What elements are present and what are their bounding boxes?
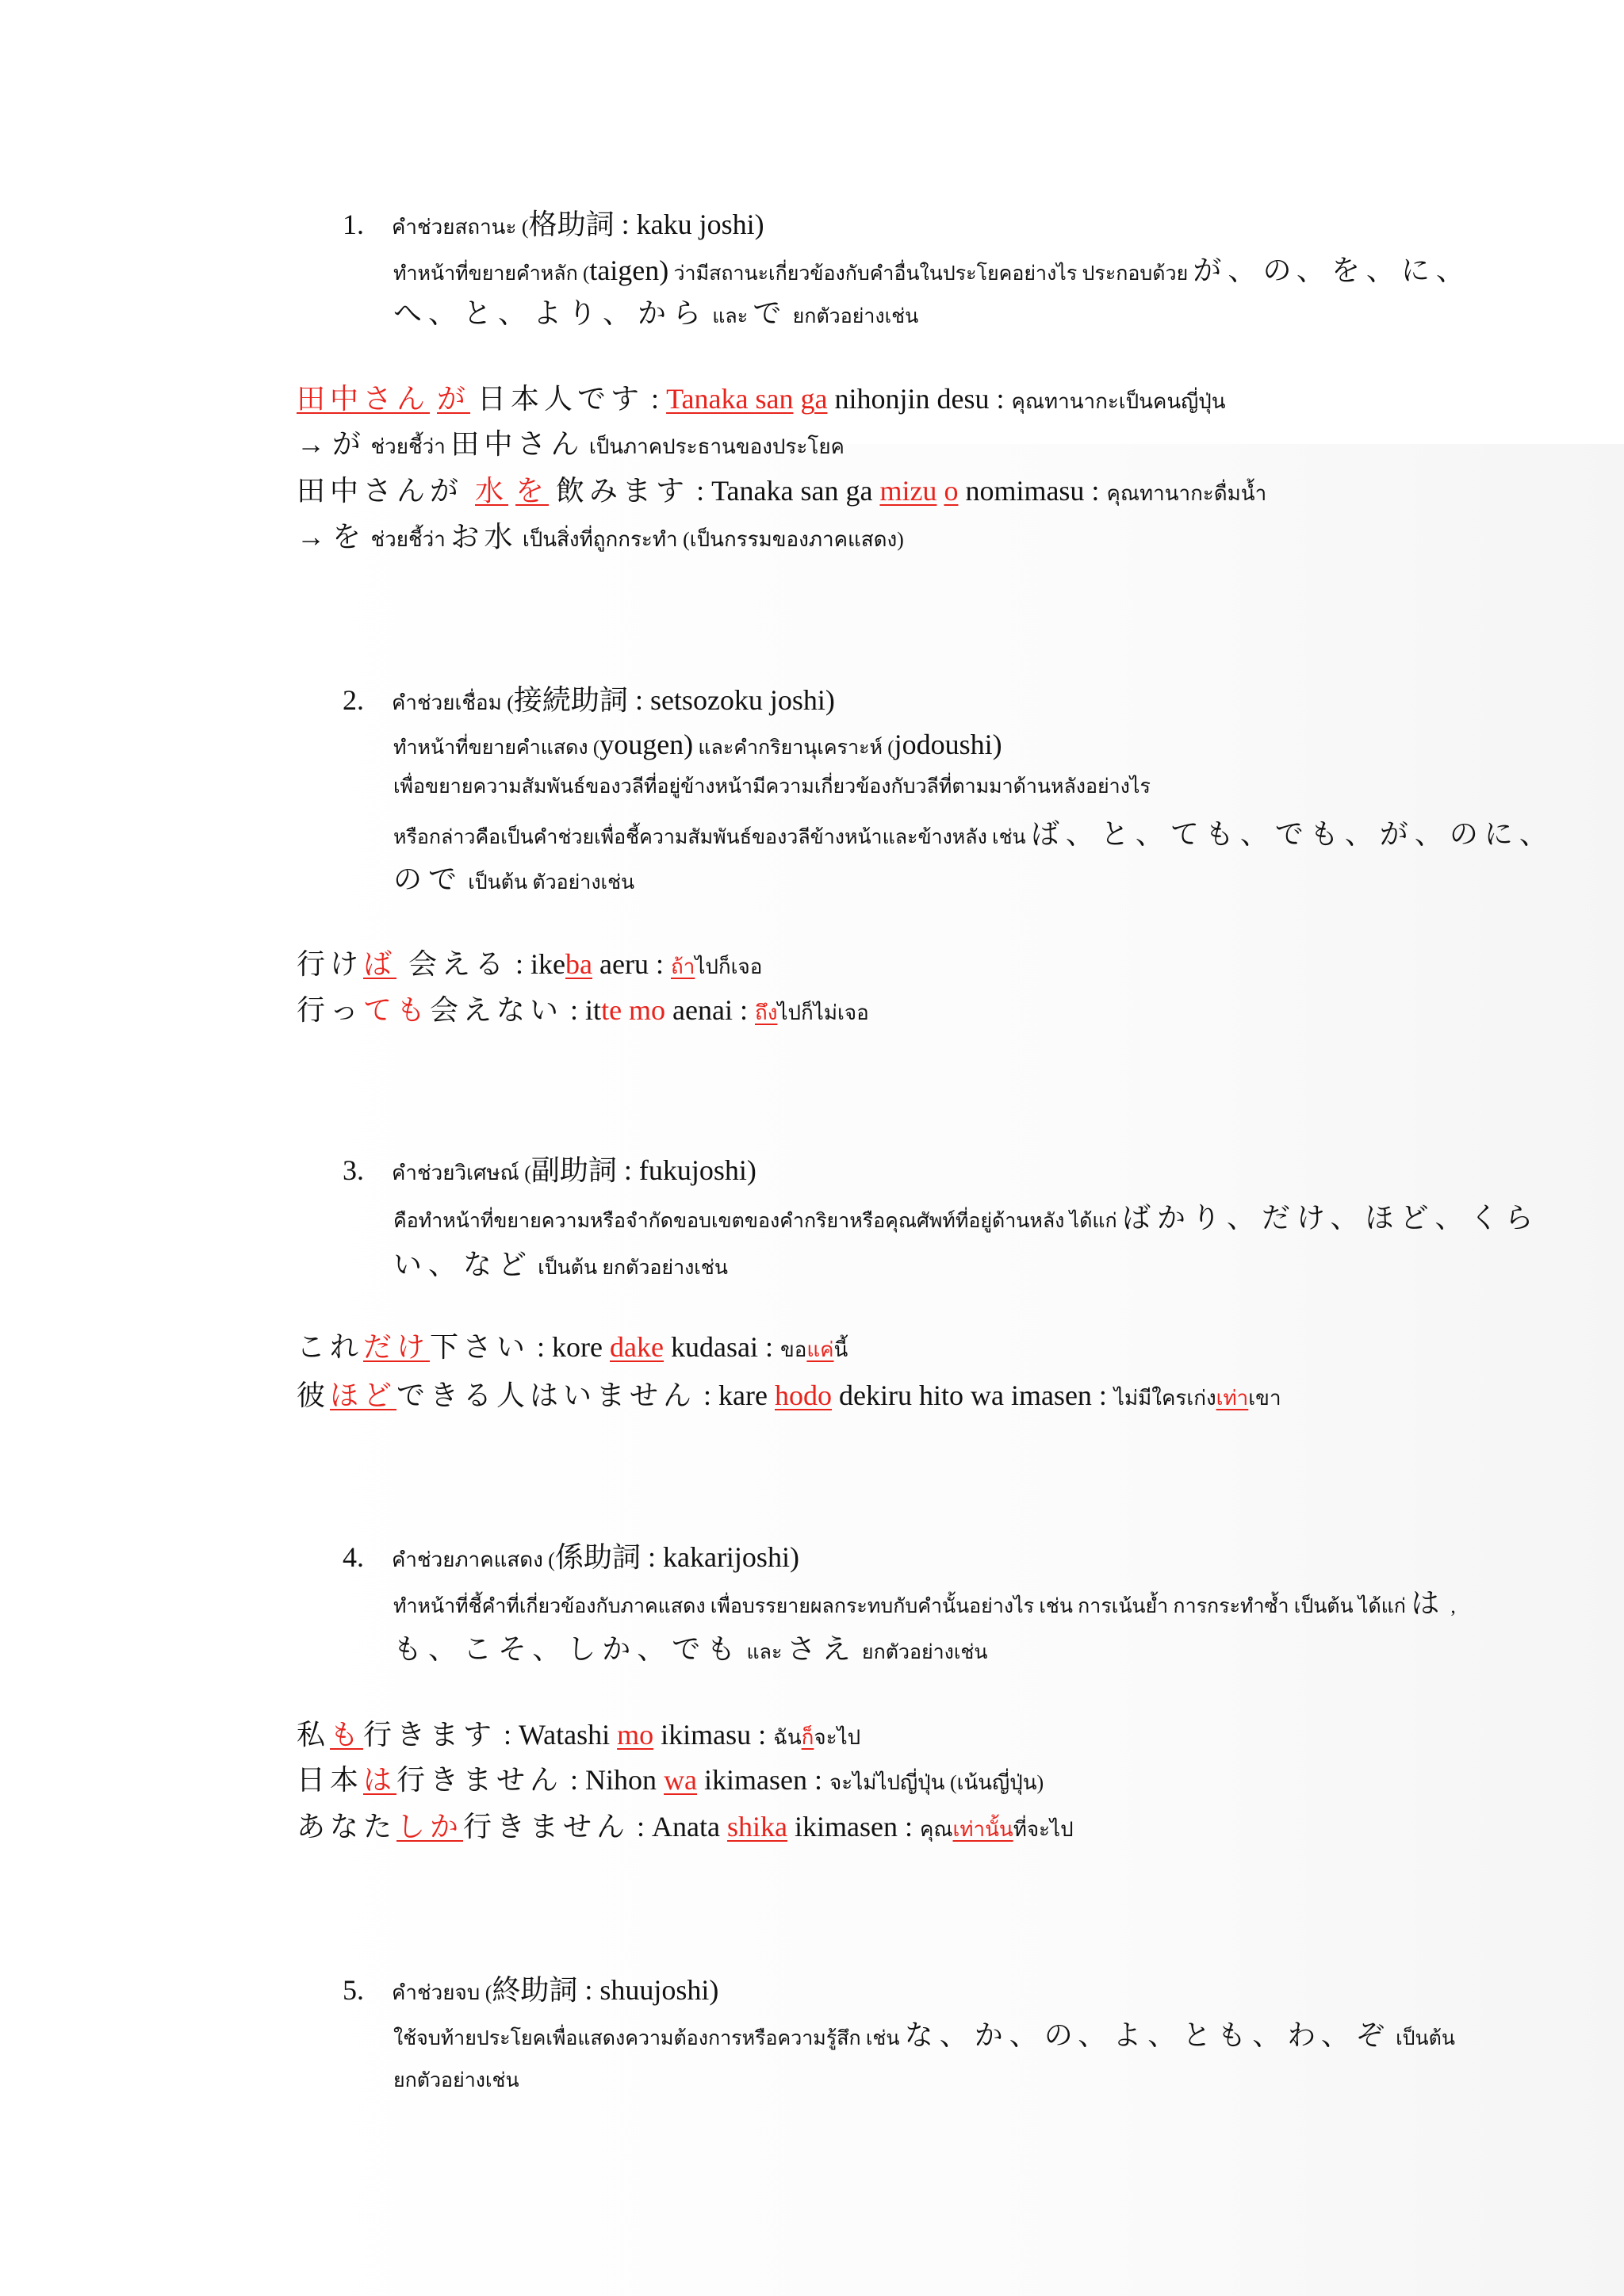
section-2-description-line-4: ので เป็นต้น ตัวอย่างเช่น [393,863,635,895]
example-line: 行けば 会える : ikeba aeru : ถ้าไปก็เจอ [297,948,763,980]
section-4-description-line-2: も、こそ、しか、でも และ さえ ยกตัวอย่างเช่น [393,1633,988,1665]
example-explanation: → が ช่วยชี้ว่า 田中さん เป็นภาคประธานของประโยค [297,428,845,460]
section-1-description-line-2: へ、と、より、から และ で ยกตัวอย่างเช่น [393,297,919,329]
example-line: 田中さん が 日本人です : Tanaka san ga nihonjin desu : คุณทานากะเป็นคนญี่ปุ่น [297,383,1226,415]
example-line: 彼ほどできる人はいません : kare hodo dekiru hito wa imasen : ไม่มีใครเก่งเท่าเขา [297,1380,1281,1411]
example-line: 行っても会えない : itte mo aenai : ถึงไปก็ไม่เจอ [297,994,869,1026]
section-2-description-line-2: เพื่อขยายความสัมพันธ์ของวลีที่อยู่ข้างหน้ามีความเกี่ยวข้องกับวลีที่ตามมาด้านหลังอย่างไร [393,776,1151,798]
section-5-description-line-1: ใช้จบท้ายประโยคเพื่อแสดงความต้องการหรือความรู้สึก เช่น な、か、の、よ、とも、わ、ぞ เป็นต้น [393,2019,1455,2051]
section-number: 3. [343,1154,364,1186]
example-line: 私も行きます : Watashi mo ikimasu : ฉันก็จะไป [297,1719,861,1751]
section-4-description-line-1: ทำหน้าที่ชี้คำที่เกี่ยวข้องกับภาคแสดง เพื่อบรรยายผลกระทบกับคำนั้นอย่างไร เช่น การเน้นย้ำ การกระทำซ้ำ เป็นต้น ได้แก่ は , [393,1587,1456,1619]
section-2-description-line-1: ทำหน้าที่ขยายคำแสดง (yougen) และคำกริยานุเคราะห์ (jodoushi) [393,729,1002,760]
section-number: 5. [343,1974,364,2006]
section-number: 1. [343,209,364,240]
section-3-description-line-1: คือทำหน้าที่ขยายความหรือจำกัดขอบเขตของคำกริยาหรือคุณศัพท์ที่อยู่ด้านหลัง ได้แก่ ばかり、だけ、ほど、くら [393,1202,1540,1234]
example-line: 日本は行きません : Nihon wa ikimasen : จะไม่ไปญี่ปุ่น (เน้นญี่ปุ่น) [297,1764,1044,1796]
section-3-heading: 3. คำช่วยวิเศษณ์ (副助詞 : fukujoshi) [343,1154,756,1186]
section-number: 2. [343,684,364,716]
section-5-description-line-2: ยกตัวอย่างเช่น [393,2070,519,2091]
section-3-description-line-2: い、など เป็นต้น ยกตัวอย่างเช่น [393,1249,728,1280]
example-line: これだけ下さい : kore dake kudasai : ขอแค่นี้ [297,1331,848,1363]
section-number: 4. [343,1541,364,1573]
example-explanation: → を ช่วยชี้ว่า お水 เป็นสิ่งที่ถูกกระทำ (เป็นกรรมของภาคแสดง) [297,521,904,553]
section-2-description-line-3: หรือกล่าวคือเป็นคำช่วยเพื่อชี้ความสัมพันธ์ของวลีข้างหน้าและข้างหลัง เช่น ば、と、ても、でも、が、のに、 [393,818,1554,850]
section-1-description-line-1: ทำหน้าที่ขยายคำหลัก (taigen) ว่ามีสถานะเกี่ยวข้องกับคำอื่นในประโยคอย่างไร ประกอบด้วย が、の、を、に、 [393,254,1472,286]
section-4-heading: 4. คำช่วยภาคแสดง (係助詞 : kakarijoshi) [343,1541,799,1573]
example-line: あなたしか行きません : Anata shika ikimasen : คุณเท่านั้นที่จะไป [297,1811,1074,1843]
section-5-heading: 5. คำช่วยจบ (終助詞 : shuujoshi) [343,1974,719,2006]
section-1-heading: 1. คำช่วยสถานะ (格助詞 : kaku joshi) [343,209,764,240]
section-2-heading: 2. คำช่วยเชื่อม (接続助詞 : setsozoku joshi) [343,684,835,716]
example-line: 田中さんが 水 を 飲みます : Tanaka san ga mizu o nomimasu : คุณทานากะดื่มน้ำ [297,475,1267,507]
